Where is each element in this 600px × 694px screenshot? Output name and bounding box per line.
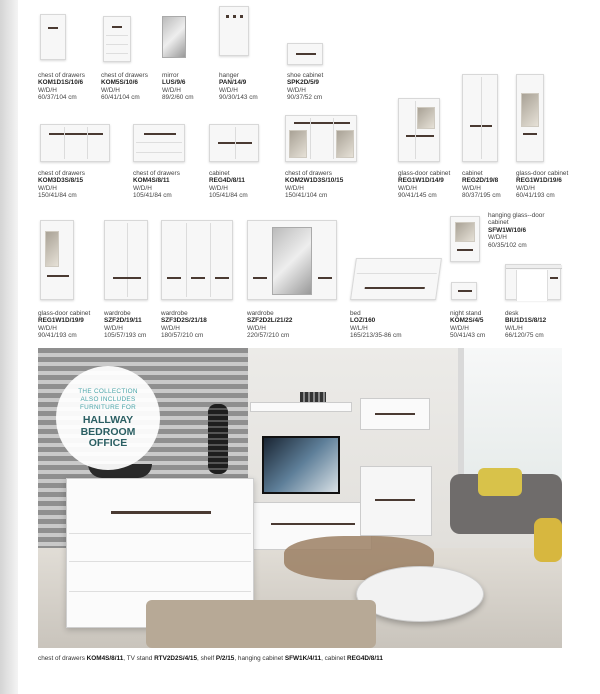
vase — [208, 404, 228, 474]
window — [458, 348, 562, 488]
product-label: bed LOZ/160 W/L/H 165/213/35-86 cm — [350, 310, 402, 340]
page-edge-shadow — [0, 0, 18, 694]
product-image-szf3d2s — [161, 220, 233, 300]
product-image-desk — [505, 264, 561, 300]
product-image-kom5s — [103, 16, 131, 62]
product-label: desk BIU1D1S/8/12 W/L/H 66/120/75 cm — [505, 310, 547, 340]
product-image-bed — [350, 258, 442, 300]
product-label: chest of drawers KOM4S/8/11 W/D/H 105/41/84 cm — [133, 170, 180, 200]
room-photo — [38, 348, 562, 648]
product-label: chest of drawers KOM3D3S/8/15 W/D/H 150/41/84 cm — [38, 170, 85, 200]
books — [300, 392, 326, 402]
product-label: night stand KOM2S/4/5 W/D/H 50/41/43 cm — [450, 310, 486, 340]
product-image-reg1w1d-19-6 — [516, 74, 544, 162]
product-label: chest of drawers KOM2W1D3S/10/15 W/D/H 150/41/104 cm — [285, 170, 344, 200]
product-image-kom1d1s — [40, 14, 66, 60]
product-label: mirror LUS/9/6 W/D/H 89/2/60 cm — [162, 72, 194, 102]
product-label: wardrobe SZF2D/19/11 W/D/H 105/57/193 cm — [104, 310, 147, 340]
product-image-reg1w1d-19-9 — [40, 220, 74, 300]
product-image-szf2d — [104, 220, 148, 300]
product-image-szf2d2l — [247, 220, 337, 300]
product-label: chest of drawers KOM5S/10/6 W/D/H 60/41/104 cm — [101, 72, 148, 102]
product-label: hanging glass--door cabinet SFW1W/10/6 W/D/H 60/35/102 cm — [488, 212, 545, 249]
product-image-reg4d — [209, 124, 259, 162]
product-label: glass-door cabinet REG1W1D/19/6 W/D/H 60/41/193 cm — [516, 170, 569, 200]
product-image-kom4s — [133, 124, 185, 162]
product-image-sfw1w — [450, 216, 480, 262]
product-label: wardrobe SZF3D2S/21/18 W/D/H 180/57/210 cm — [161, 310, 207, 340]
product-image-shoe-cabinet — [287, 43, 323, 65]
product-label: cabinet REG2D/19/8 W/D/H 80/37/195 cm — [462, 170, 501, 200]
product-label: chest of drawers KOM1D1S/10/6 W/D/H 60/37/104 cm — [38, 72, 85, 102]
tv-screen — [262, 436, 340, 494]
product-image-reg1w1d-14-9 — [398, 98, 440, 162]
wall-shelf — [250, 402, 352, 412]
product-image-kom2w1d3s — [285, 115, 357, 162]
tall-cabinet — [360, 466, 432, 536]
hanging-cabinet — [360, 398, 430, 430]
product-image-nightstand — [451, 282, 477, 300]
product-image-mirror — [162, 16, 186, 58]
product-image-hanger — [219, 6, 249, 56]
product-label: hanger PAN/14/9 W/D/H 90/30/143 cm — [219, 72, 258, 102]
product-label: wardrobe SZF2D2L/21/22 W/D/H 220/57/210 cm — [247, 310, 293, 340]
product-label: glass-door cabinet REG1W1D/19/9 W/D/H 90/41/193 cm — [38, 310, 91, 340]
product-image-reg2d — [462, 74, 498, 162]
armchair — [534, 518, 562, 562]
photo-caption: chest of drawers KOM4S/8/11, TV stand RTV2D2S/4/15, shelf P/2/15, hanging cabinet SFW1K/4/11, cabinet REG4D/8/11 — [38, 655, 383, 662]
shag-rug — [146, 600, 376, 648]
product-label: cabinet REG4D/8/11 W/D/H 105/41/84 cm — [209, 170, 248, 200]
yellow-cushion — [478, 468, 522, 496]
product-image-kom3d3s — [40, 124, 110, 162]
product-label: glass-door cabinet REG1W1D/14/9 W/D/H 90/41/145 cm — [398, 170, 451, 200]
promo-badge: THE COLLECTION ALSO INCLUDES FURNITURE FOR HALLWAY BEDROOM OFFICE — [56, 366, 160, 470]
product-label: shoe cabinet SPK2D/5/9 W/D/H 90/37/52 cm — [287, 72, 324, 102]
